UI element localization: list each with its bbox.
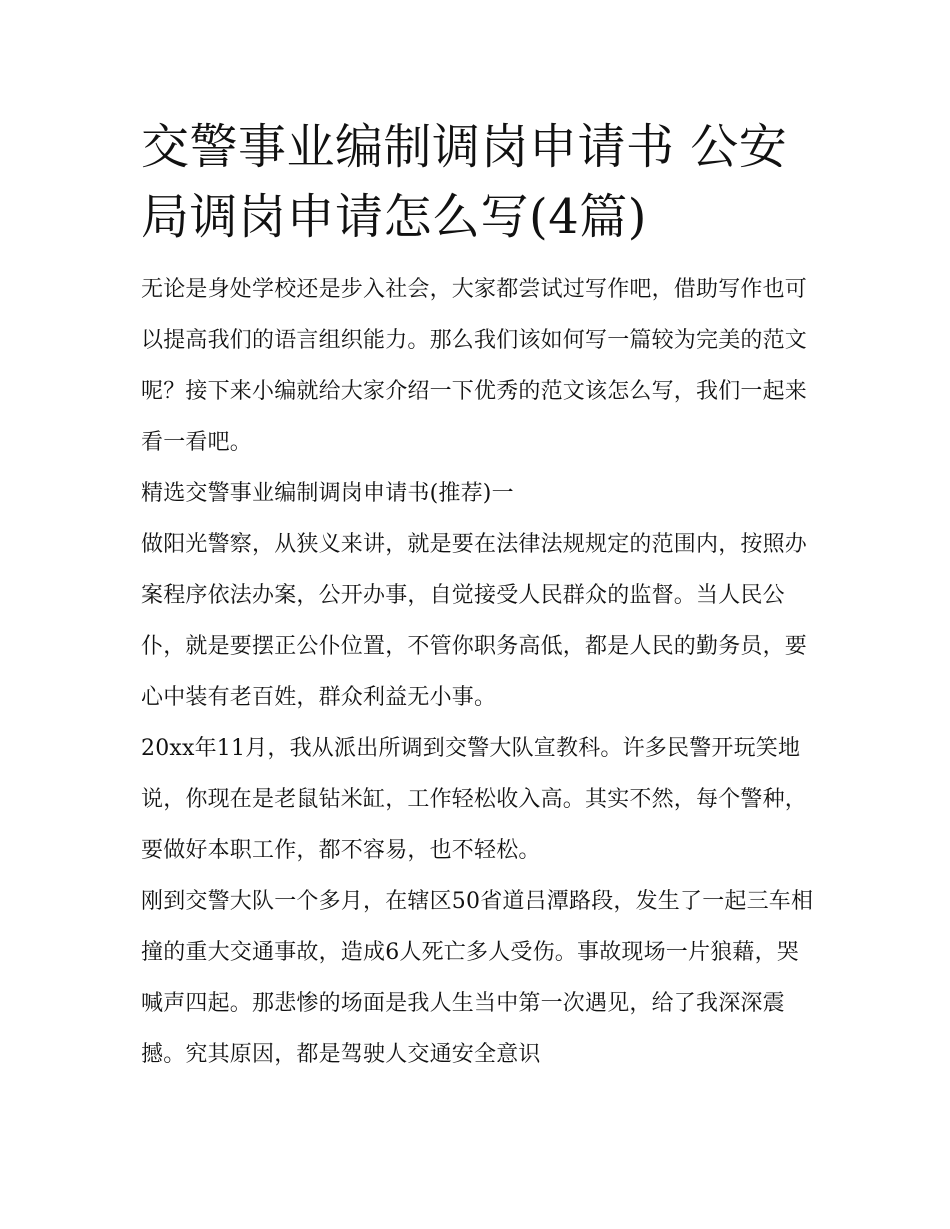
body-paragraph: 20xx年11月，我从派出所调到交警大队宣教科。许多民警开玩笑地说，你现在是老鼠钻米缸，工作轻松收入高。其实不然，每个警种，要做好本职工作，都不容易，也不轻松。: [141, 736, 808, 863]
section-heading: 精选交警事业编制调岗申请书(推荐)一: [141, 481, 514, 506]
intro-paragraph: 无论是身处学校还是步入社会，大家都尝试过写作吧，借助写作也可以提高我们的语言组织能力。那么我们该如何写一篇较为完美的范文呢？接下来小编就给大家介绍一下优秀的范文该怎么写，我们一起来看一看吧。: [141, 277, 808, 455]
document-body: [141, 112, 821, 1080]
body-paragraph: 刚到交警大队一个多月，在辖区50省道吕潭路段，发生了一起三车相撞的重大交通事故，造成6人死亡多人受伤。事故现场一片狼藉，哭喊声四起。那悲惨的场面是我人生当中第一次遇见，给了我深深震撼。究其原因，都是驾驶人交通安全意识: [141, 889, 814, 1067]
body-paragraph: 做阳光警察，从狭义来讲，就是要在法律法规规定的范围内，按照办案程序依法办案，公开办事，自觉接受人民群众的监督。当人民公仆，就是要摆正公仆位置，不管你职务高低，都是人民的勤务员，要心中装有老百姓，群众利益无小事。: [141, 532, 808, 710]
document-title: 交警事业编制调岗申请书 公安局调岗申请怎么写(4篇): [141, 119, 788, 245]
